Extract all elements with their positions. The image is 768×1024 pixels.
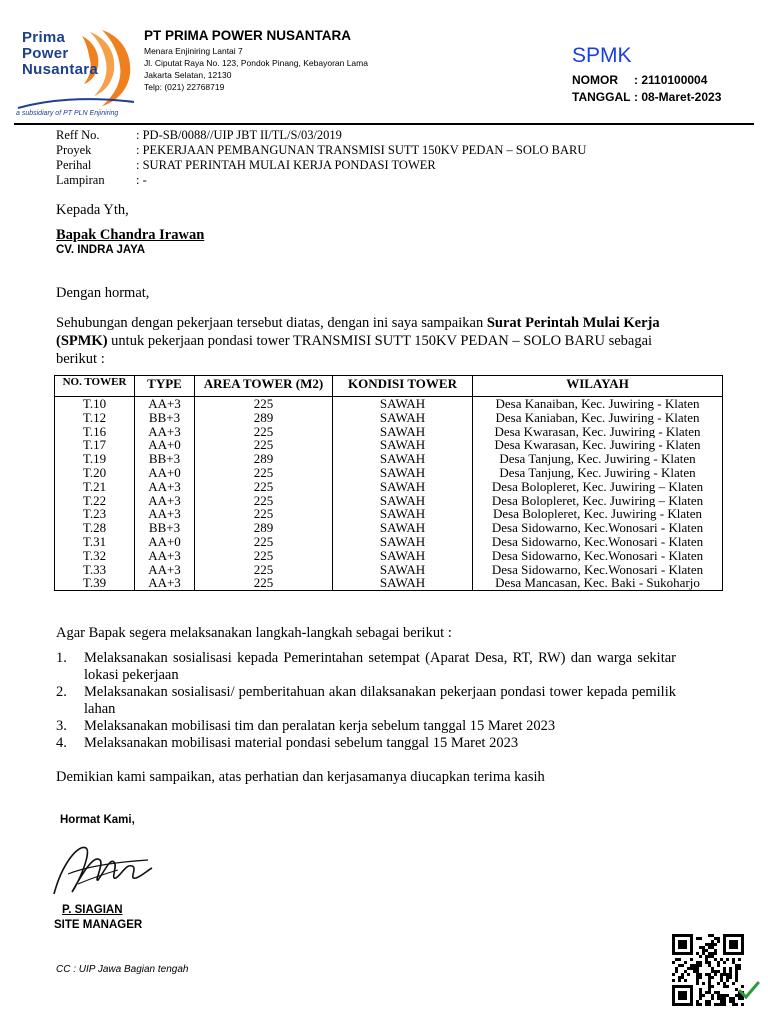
list-item bbox=[56, 650, 676, 684]
table-cell: Desa Tanjung, Kec. Juwiring - Klaten bbox=[473, 452, 723, 466]
table-cell: T.23 bbox=[55, 507, 135, 521]
table-cell: AA+0 bbox=[135, 466, 195, 480]
table-cell: SAWAH bbox=[333, 411, 473, 425]
list-item bbox=[56, 735, 676, 752]
table-cell: 225 bbox=[195, 549, 333, 563]
col-header: WILAYAH bbox=[473, 376, 723, 397]
table-cell: T.16 bbox=[55, 425, 135, 439]
step-number: 3. bbox=[56, 718, 67, 734]
regards: Hormat Kami, bbox=[60, 814, 135, 826]
table-cell: Desa Kanaiban, Kec. Juwiring - Klaten bbox=[473, 397, 723, 411]
table-cell: SAWAH bbox=[333, 397, 473, 411]
table-cell: BB+3 bbox=[135, 452, 195, 466]
address-line: Menara Enjiniring Lantai 7 bbox=[144, 46, 243, 56]
header-divider bbox=[14, 123, 754, 125]
ref-row bbox=[56, 128, 342, 143]
table-cell: T.33 bbox=[55, 563, 135, 577]
ref-value: : - bbox=[136, 173, 147, 187]
step-number: 1. bbox=[56, 650, 67, 666]
nomor-value: : 2110100004 bbox=[634, 73, 708, 87]
table-row bbox=[55, 397, 723, 411]
signer-name: P. SIAGIAN bbox=[62, 904, 123, 916]
table-row bbox=[55, 466, 723, 480]
table-cell: 289 bbox=[195, 521, 333, 535]
table-cell: SAWAH bbox=[333, 507, 473, 521]
ref-row bbox=[56, 173, 147, 188]
doc-nomor bbox=[572, 73, 707, 87]
table-cell: Desa Sidowarno, Kec.Wonosari - Klaten bbox=[473, 549, 723, 563]
table-cell: Desa Sidowarno, Kec.Wonosari - Klaten bbox=[473, 563, 723, 577]
address-phone: Telp: (021) 22768719 bbox=[144, 82, 225, 92]
logo-wordmark bbox=[22, 30, 98, 78]
handwritten-signature-icon bbox=[48, 834, 158, 904]
recipient-name: Bapak Chandra Irawan bbox=[56, 227, 205, 243]
table-cell: 225 bbox=[195, 466, 333, 480]
list-item bbox=[56, 718, 676, 735]
signer-role: SITE MANAGER bbox=[54, 919, 143, 931]
table-cell: T.39 bbox=[55, 576, 135, 590]
table-cell: AA+0 bbox=[135, 535, 195, 549]
table-cell: BB+3 bbox=[135, 521, 195, 535]
table-cell: SAWAH bbox=[333, 480, 473, 494]
intro-text: Sehubungan dengan pekerjaan tersebut diatas, dengan ini saya sampaikan bbox=[56, 315, 487, 331]
logo-subsidiary: a subsidiary of PT PLN Enjiniring bbox=[16, 110, 119, 117]
table-cell: SAWAH bbox=[333, 549, 473, 563]
table-cell: 225 bbox=[195, 494, 333, 508]
step-text: Melaksanakan mobilisasi tim dan peralatan kerja sebelum tanggal 15 Maret 2023 bbox=[84, 718, 556, 734]
checkmark-icon bbox=[738, 980, 760, 1005]
col-header: NO. TOWER bbox=[55, 376, 135, 397]
intro-bold: Surat Perintah Mulai Kerja bbox=[486, 315, 660, 331]
table-cell: AA+0 bbox=[135, 438, 195, 452]
tower-table bbox=[54, 375, 723, 591]
step-text: Melaksanakan sosialisasi kepada Pemerintahan setempat (Aparat Desa, RT, RW) dan warga sekitar lokasi pekerjaan bbox=[84, 650, 676, 683]
table-cell: SAWAH bbox=[333, 466, 473, 480]
table-cell: T.12 bbox=[55, 411, 135, 425]
table-cell: Desa Sidowarno, Kec.Wonosari - Klaten bbox=[473, 535, 723, 549]
table-cell: 225 bbox=[195, 425, 333, 439]
table-cell: Desa Bolopleret, Kec. Juwiring - Klaten bbox=[473, 507, 723, 521]
table-cell: AA+3 bbox=[135, 576, 195, 590]
step-number: 4. bbox=[56, 735, 67, 751]
logo-line2: Power bbox=[22, 45, 69, 62]
step-text: Melaksanakan mobilisasi material pondasi sebelum tanggal 15 Maret 2023 bbox=[84, 735, 519, 751]
table-cell: SAWAH bbox=[333, 521, 473, 535]
table-cell: AA+3 bbox=[135, 480, 195, 494]
table-cell: T.32 bbox=[55, 549, 135, 563]
list-item bbox=[56, 684, 676, 718]
table-cell: Desa Tanjung, Kec. Juwiring - Klaten bbox=[473, 466, 723, 480]
table-cell: Desa Bolopleret, Kec. Juwiring – Klaten bbox=[473, 494, 723, 508]
signature-image bbox=[48, 834, 158, 909]
table-cell: SAWAH bbox=[333, 494, 473, 508]
table-cell: Desa Mancasan, Kec. Baki - Sukoharjo bbox=[473, 576, 723, 590]
table-cell: T.10 bbox=[55, 397, 135, 411]
col-header: TYPE bbox=[135, 376, 195, 397]
table-row bbox=[55, 452, 723, 466]
table-cell: AA+3 bbox=[135, 397, 195, 411]
table-row bbox=[55, 521, 723, 535]
table-cell: 225 bbox=[195, 397, 333, 411]
table-row bbox=[55, 480, 723, 494]
table-row bbox=[55, 507, 723, 521]
table-cell: Desa Kwarasan, Kec. Juwiring - Klaten bbox=[473, 438, 723, 452]
table-row bbox=[55, 549, 723, 563]
intro-bold-abbr: (SPMK) bbox=[56, 333, 108, 349]
intro-line3: berikut : bbox=[56, 351, 105, 367]
table-cell: Desa Kaniaban, Kec. Juwiring - Klaten bbox=[473, 411, 723, 425]
ref-value: : PEKERJAAN PEMBANGUNAN TRANSMISI SUTT 150KV PEDAN – SOLO BARU bbox=[136, 143, 587, 157]
table-row bbox=[55, 494, 723, 508]
table-row bbox=[55, 411, 723, 425]
table-row bbox=[55, 563, 723, 577]
nomor-label: NOMOR bbox=[572, 73, 618, 87]
table-cell: 225 bbox=[195, 480, 333, 494]
table-cell: 289 bbox=[195, 452, 333, 466]
table-cell: AA+3 bbox=[135, 425, 195, 439]
table-cell: 225 bbox=[195, 535, 333, 549]
table-row bbox=[55, 438, 723, 452]
qr-code bbox=[672, 934, 744, 1006]
col-header: KONDISI TOWER bbox=[333, 376, 473, 397]
ref-label: Proyek bbox=[56, 143, 92, 157]
table-cell: T.22 bbox=[55, 494, 135, 508]
table-cell: 289 bbox=[195, 411, 333, 425]
table-cell: SAWAH bbox=[333, 563, 473, 577]
table-row bbox=[55, 425, 723, 439]
table-cell: Desa Kwarasan, Kec. Juwiring - Klaten bbox=[473, 425, 723, 439]
logo-line3: Nusantara bbox=[22, 61, 99, 78]
table-row bbox=[55, 535, 723, 549]
col-header: AREA TOWER (M2) bbox=[195, 376, 333, 397]
intro-line1 bbox=[56, 314, 726, 332]
table-cell: T.19 bbox=[55, 452, 135, 466]
step-number: 2. bbox=[56, 684, 67, 700]
ref-row bbox=[56, 143, 586, 158]
ref-value: : PD-SB/0088//UIP JBT II/TL/S/03/2019 bbox=[136, 128, 342, 142]
salutation: Kepada Yth, bbox=[56, 202, 129, 218]
table-cell: 225 bbox=[195, 576, 333, 590]
table-cell: AA+3 bbox=[135, 507, 195, 521]
table-cell: T.20 bbox=[55, 466, 135, 480]
intro-line2 bbox=[56, 332, 726, 350]
table-cell: Desa Bolopleret, Kec. Juwiring – Klaten bbox=[473, 480, 723, 494]
tanggal-label: TANGGAL bbox=[572, 90, 631, 104]
table-cell: BB+3 bbox=[135, 411, 195, 425]
table-cell: AA+3 bbox=[135, 549, 195, 563]
ref-value: : SURAT PERINTAH MULAI KERJA PONDASI TOWER bbox=[136, 158, 436, 172]
ref-row bbox=[56, 158, 436, 173]
address-line: Jakarta Selatan, 12130 bbox=[144, 70, 232, 80]
table-cell: SAWAH bbox=[333, 452, 473, 466]
step-text: Melaksanakan sosialisasi/ pemberitahuan akan dilaksanakan pekerjaan pondasi tower kepada pemilik lahan bbox=[84, 684, 676, 717]
table-cell: T.21 bbox=[55, 480, 135, 494]
instructions-intro: Agar Bapak segera melaksanakan langkah-langkah sebagai berikut : bbox=[56, 625, 452, 641]
intro-text: untuk pekerjaan pondasi tower TRANSMISI SUTT 150KV PEDAN – SOLO BARU sebagai bbox=[107, 333, 653, 349]
table-cell: SAWAH bbox=[333, 425, 473, 439]
table-body bbox=[55, 397, 723, 591]
doc-title: SPMK bbox=[572, 44, 632, 67]
logo-line1: Prima bbox=[22, 29, 66, 46]
table-cell: T.31 bbox=[55, 535, 135, 549]
ref-label: Reff No. bbox=[56, 128, 100, 142]
intro-paragraph bbox=[56, 314, 726, 368]
table-cell: SAWAH bbox=[333, 438, 473, 452]
greeting: Dengan hormat, bbox=[56, 285, 150, 301]
table-cell: SAWAH bbox=[333, 576, 473, 590]
ref-label: Lampiran bbox=[56, 173, 105, 187]
table-header-row bbox=[55, 376, 723, 397]
table-cell: T.28 bbox=[55, 521, 135, 535]
doc-tanggal bbox=[572, 90, 721, 104]
qr-code-icon bbox=[672, 934, 744, 1006]
table-cell: Desa Sidowarno, Kec.Wonosari - Klaten bbox=[473, 521, 723, 535]
table-cell: 225 bbox=[195, 563, 333, 577]
address-line: Jl. Ciputat Raya No. 123, Pondok Pinang, Kebayoran Lama bbox=[144, 58, 368, 68]
recipient-company: CV. INDRA JAYA bbox=[56, 244, 146, 256]
tanggal-value: : 08-Maret-2023 bbox=[634, 90, 722, 104]
table-cell: AA+3 bbox=[135, 563, 195, 577]
table-row bbox=[55, 576, 723, 590]
company-name: PT PRIMA POWER NUSANTARA bbox=[144, 28, 351, 43]
steps-list bbox=[56, 650, 676, 752]
table-cell: 225 bbox=[195, 438, 333, 452]
closing-text: Demikian kami sampaikan, atas perhatian dan kerjasamanya diucapkan terima kasih bbox=[56, 769, 545, 785]
table-cell: AA+3 bbox=[135, 494, 195, 508]
cc-line: CC : UIP Jawa Bagian tengah bbox=[56, 964, 189, 975]
table-cell: 225 bbox=[195, 507, 333, 521]
table-cell: T.17 bbox=[55, 438, 135, 452]
ref-label: Perihal bbox=[56, 158, 92, 172]
table-cell: SAWAH bbox=[333, 535, 473, 549]
